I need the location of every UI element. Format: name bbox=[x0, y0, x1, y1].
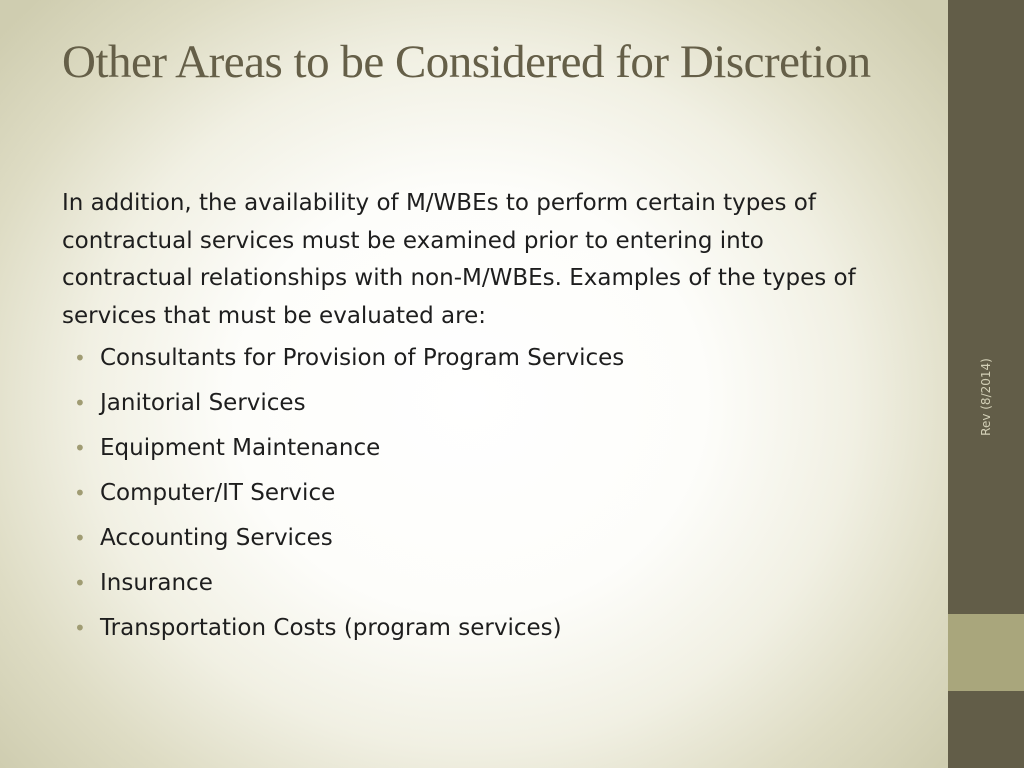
intro-paragraph: In addition, the availability of M/WBEs to perform certain types of contractual services must be examined prior to entering into contractual relationships with non-M/WBEs. Examples of the types of services that must be evaluated are: bbox=[62, 190, 856, 329]
list-item-label: Equipment Maintenance bbox=[100, 435, 381, 461]
list-item-label: Consultants for Provision of Program Services bbox=[100, 345, 625, 371]
list-item bbox=[62, 613, 892, 643]
list-item bbox=[62, 388, 892, 418]
service-list bbox=[62, 343, 892, 643]
list-item-label: Transportation Costs (program services) bbox=[100, 615, 562, 641]
list-item bbox=[62, 478, 892, 508]
list-item-label: Computer/IT Service bbox=[100, 480, 336, 506]
bullet-icon: • bbox=[74, 346, 86, 370]
bullet-icon: • bbox=[74, 616, 86, 640]
bullet-icon: • bbox=[74, 481, 86, 505]
list-item-label: Accounting Services bbox=[100, 525, 333, 551]
bullet-icon: • bbox=[74, 436, 86, 460]
list-item-label: Insurance bbox=[100, 570, 213, 596]
list-item bbox=[62, 523, 892, 553]
bullet-icon: • bbox=[74, 391, 86, 415]
slide-title: Other Areas to be Considered for Discretion bbox=[62, 36, 871, 88]
list-item bbox=[62, 433, 892, 463]
revision-footer: Rev (8/2014) bbox=[979, 358, 993, 436]
sidebar-accent-block bbox=[948, 614, 1024, 691]
list-item-label: Janitorial Services bbox=[100, 390, 306, 416]
bullet-icon: • bbox=[74, 526, 86, 550]
list-item bbox=[62, 568, 892, 598]
slide-body bbox=[62, 185, 892, 658]
list-item bbox=[62, 343, 892, 373]
bullet-icon: • bbox=[74, 571, 86, 595]
